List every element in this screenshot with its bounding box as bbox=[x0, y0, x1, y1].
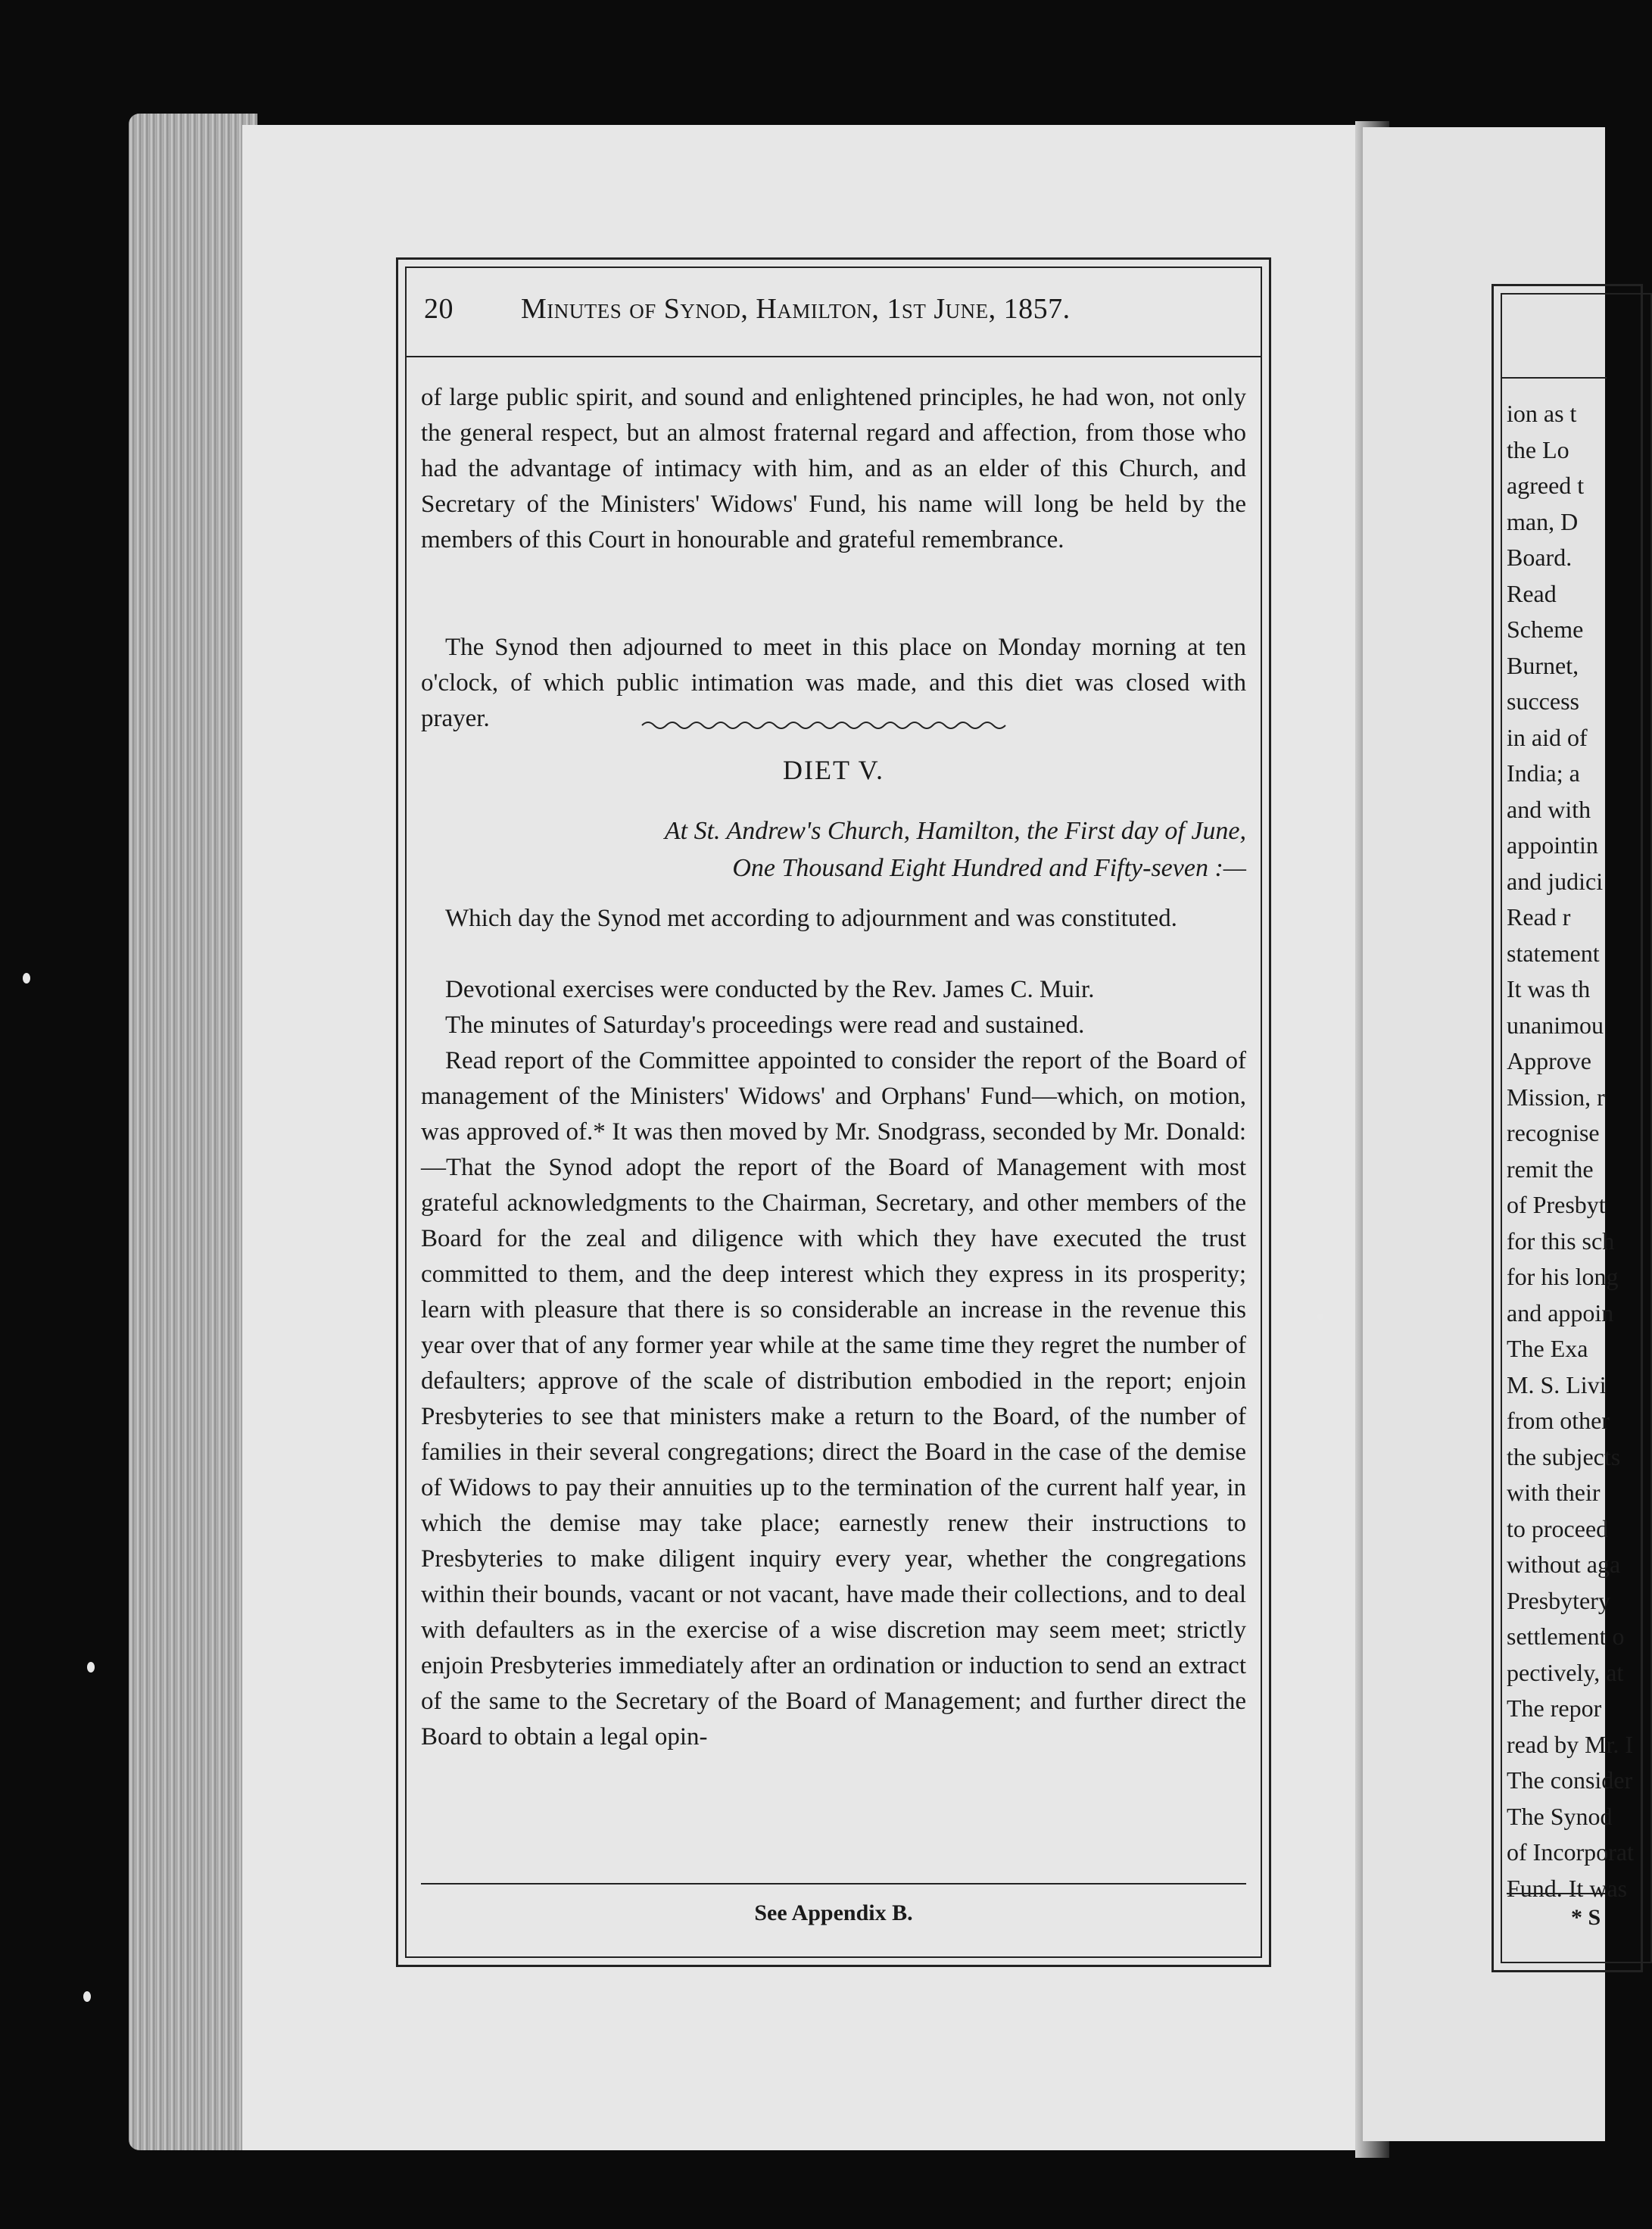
diet-venue-line: At St. Andrew's Church, Hamilton, the First day of June, bbox=[664, 817, 1246, 845]
right-page-line: The repor bbox=[1507, 1694, 1602, 1722]
right-page-line: It was th bbox=[1507, 975, 1591, 1002]
right-page-line: Scheme bbox=[1507, 616, 1584, 643]
right-page-line: and judici bbox=[1507, 867, 1604, 895]
right-page-line: remit the bbox=[1507, 1155, 1594, 1183]
right-page-line: Board. bbox=[1507, 544, 1573, 571]
page-number: 20 bbox=[424, 293, 454, 325]
right-page-line: the Lo bbox=[1507, 435, 1569, 463]
scan-speck bbox=[87, 1662, 95, 1673]
right-page-line: Read r bbox=[1507, 903, 1571, 931]
right-page-line: read by Mr. I bbox=[1507, 1730, 1634, 1758]
paragraph: Read report of the Committee appointed to consider the report of the Board of management of the Ministers' Widows' and Orphans' Fund—which, on motion, was approved of.* It was then moved by Mr. Snodgrass, seconded by Mr. Donald:—That the Synod adopt the report of the Board of Management with most grateful acknowledgments to the Chairman, Secretary, and other members of the Board for the zeal and diligence with which they have executed the trust committed to them, and the deep interest which they express in its prosperity; learn with pleasure that there is so considerable an increase in the revenue this year over that of any former year while at the same time they regret the number of defaulters; approve of the scale of distribution embodied in the report; enjoin Presbyteries to see that ministers make a return to the Board, of the number of families in their several congregations; direct the Board in the case of the demise of Widows to pay their annuities up to the termination of the current half year, in which the demise may take place; earnestly renew their instructions to Presbyteries to make diligent inquiry every year, whether the congregations within their bounds, vacant or not vacant, have made their collections, and to deal with defaulters as in the exercise of a wise discretion may seem meet; strictly enjoin Presbyteries immediately after an ordination or induction to send an extract of the same to the Secretary of the Board of Management; and further direct the Board to obtain a legal opin- bbox=[421, 1047, 1246, 1750]
right-page-line: recognise bbox=[1507, 1119, 1600, 1146]
diet-venue-line: One Thousand Eight Hundred and Fifty-seven :— bbox=[732, 854, 1246, 882]
right-page-line: for his long bbox=[1507, 1263, 1619, 1290]
right-page-line: pectively, at bbox=[1507, 1658, 1624, 1686]
right-page-line: the subjects bbox=[1507, 1442, 1621, 1470]
right-page-line: Burnet, bbox=[1507, 651, 1579, 679]
ornamental-rule bbox=[642, 718, 1013, 733]
diet-venue bbox=[421, 812, 1246, 887]
running-title: Minutes of Synod, Hamilton, 1st June, 1857. bbox=[521, 293, 1071, 325]
right-page-line: to proceed bbox=[1507, 1514, 1609, 1542]
right-page-line: of Presbyt bbox=[1507, 1191, 1606, 1218]
right-page-line: The consider bbox=[1507, 1766, 1633, 1794]
right-page-line: India; a bbox=[1507, 759, 1580, 787]
right-page-line: without aga bbox=[1507, 1551, 1621, 1578]
running-head bbox=[424, 286, 1249, 339]
scan-speck bbox=[23, 973, 30, 984]
right-page-line: man, D bbox=[1507, 507, 1579, 535]
right-page-line: Presbytery bbox=[1507, 1586, 1610, 1614]
right-page-line: Read bbox=[1507, 579, 1557, 607]
right-page-line: appointin bbox=[1507, 831, 1598, 859]
footnote: See Appendix B. bbox=[754, 1900, 913, 1925]
diet-heading: DIET V. bbox=[782, 755, 885, 785]
scan-speck bbox=[1317, 1314, 1323, 1320]
right-page-line: success bbox=[1507, 687, 1579, 715]
right-page-line: The Synod bbox=[1507, 1802, 1613, 1830]
right-page-footnote-rule bbox=[1507, 1893, 1605, 1894]
right-page-text bbox=[1507, 396, 1634, 1906]
header-rule bbox=[405, 356, 1262, 357]
right-page-line: from other bbox=[1507, 1407, 1610, 1434]
right-page-line: agreed t bbox=[1507, 472, 1585, 499]
paragraph: The minutes of Saturday's proceedings were read and sustained. bbox=[445, 1012, 1085, 1039]
right-page-line: Fund. It was bbox=[1507, 1874, 1628, 1902]
right-page-line: statement bbox=[1507, 939, 1600, 967]
right-page-line: for this sch bbox=[1507, 1227, 1615, 1255]
right-page-footnote: * S bbox=[1571, 1905, 1601, 1930]
right-page-line: settlement o bbox=[1507, 1623, 1625, 1650]
footnote-rule bbox=[421, 1883, 1246, 1885]
book-page-edges bbox=[129, 114, 257, 2150]
right-page-line: of Incorporat bbox=[1507, 1838, 1634, 1866]
right-page-line: Mission, r bbox=[1507, 1083, 1605, 1111]
scan-speck bbox=[83, 1991, 91, 2002]
paragraph: of large public spirit, and sound and enlightened principles, he had won, not only the general respect, but an almost fraternal regard and affection, from those who had the advantage of intimacy with him, and as an elder of this Church, and Secretary of the Ministers' Widows' Fund, his name will long be held by the members of this Court in honourable and grateful remembrance. bbox=[421, 384, 1246, 553]
right-page-line: and appoin bbox=[1507, 1298, 1614, 1326]
right-page-line: Approve bbox=[1507, 1047, 1591, 1074]
right-page-line: unanimou bbox=[1507, 1011, 1604, 1039]
right-page-line: The Exa bbox=[1507, 1335, 1588, 1362]
right-page-line: in aid of bbox=[1507, 723, 1588, 751]
right-page-header-rule bbox=[1501, 377, 1607, 379]
right-page-line: ion as t bbox=[1507, 400, 1577, 427]
paragraph: Which day the Synod met according to adjournment and was constituted. bbox=[445, 905, 1177, 932]
right-page-line: and with bbox=[1507, 795, 1591, 823]
paragraph: Devotional exercises were conducted by the Rev. James C. Muir. bbox=[445, 976, 1095, 1003]
right-page-line: M. S. Livi bbox=[1507, 1370, 1607, 1398]
paragraph: The Synod then adjourned to meet in this place on Monday morning at ten o'clock, of which public intimation was made, and this diet was closed with prayer. bbox=[421, 634, 1246, 732]
right-page-line: with their bbox=[1507, 1479, 1601, 1506]
